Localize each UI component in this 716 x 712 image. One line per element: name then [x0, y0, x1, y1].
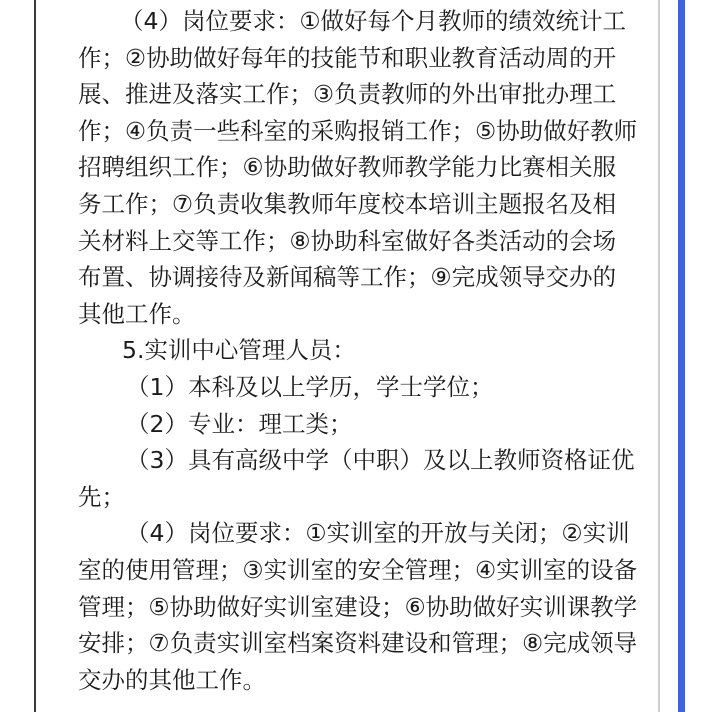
- section-heading-training-center: 5.实训中心管理人员：: [122, 336, 356, 365]
- requirement-certificate: （3）具有高级中学（中职）及以上教师资格证优先；: [78, 446, 635, 511]
- scroll-accent-bar[interactable]: [678, 0, 685, 712]
- requirement-education: （1）本科及以上学历，学士学位；: [126, 372, 494, 401]
- left-border-line: [34, 0, 36, 712]
- paragraph-job-requirements-4: （4）岗位要求：①做好每个月教师的绩效统计工作；②协助做好每年的技能节和职业教育活动周的开展、推进及落实工作；③负责教师的外出审批办理工作；④负责一些科室的采购报销工作；⑤协助做好教师招聘组织工作；⑥协助做好教师教学能力比赛相关服务工作；⑦负责收集教师年度校本培训主题报名及相关材料上交等工作；⑧协助科室做好各类活动的会场布置、协调接待及新闻稿等工作；⑨完成领导交办的其他工作。: [78, 7, 638, 328]
- right-border-line: [658, 0, 660, 712]
- document-body: [78, 3, 638, 698]
- paragraph-job-duties: （4）岗位要求：①实训室的开放与关闭；②实训室的使用管理；③实训室的安全管理；④实训室的设备管理；⑤协助做好实训室建设；⑥协助做好实训课教学安排；⑦负责实训室档案资料建设和管理；⑧完成领导交办的其他工作。: [78, 519, 638, 694]
- requirement-major: （2）专业：理工类；: [126, 409, 353, 438]
